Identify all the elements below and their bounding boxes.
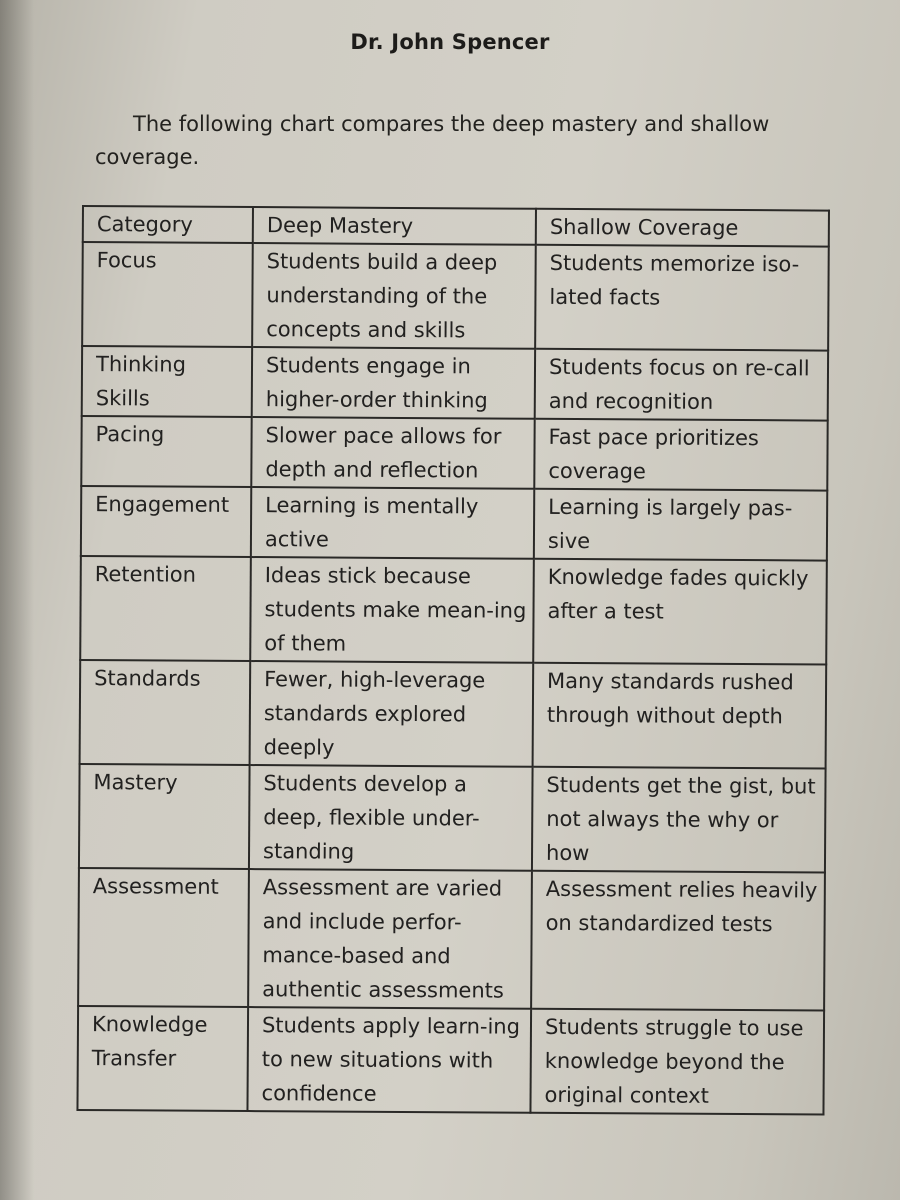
intro-paragraph: The following chart compares the deep mastery and shallow coverage. [95, 112, 770, 169]
deep-mastery-cell: Students build a deep understanding of the concepts and skills [252, 243, 536, 349]
shallow-coverage-cell: Learning is largely pas-sive [534, 489, 827, 561]
category-cell: Standards [80, 660, 251, 765]
comparison-table [76, 205, 830, 1116]
category-cell: Thinking Skills [82, 346, 252, 417]
page-gutter-shadow [0, 0, 34, 1200]
comparison-table-wrapper [76, 205, 828, 1116]
table-row [82, 346, 828, 421]
category-cell: Engagement [81, 486, 251, 557]
category-cell: Knowledge Transfer [77, 1006, 248, 1111]
column-header-category: Category [83, 206, 253, 243]
table-row [79, 764, 826, 873]
category-cell: Assessment [78, 868, 249, 1007]
shallow-coverage-cell: Assessment relies heavily on standardized tests [531, 871, 825, 1011]
category-cell: Focus [82, 242, 253, 347]
deep-mastery-cell: Ideas stick because students make mean-ing of them [250, 557, 534, 663]
deep-mastery-cell: Students develop a deep, flexible under-standing [249, 765, 533, 871]
column-header-shallow-coverage: Shallow Coverage [536, 209, 829, 247]
deep-mastery-cell: Assessment are varied and include perfor-mance-based and authentic assessments [248, 869, 532, 1009]
category-cell: Pacing [81, 416, 251, 487]
deep-mastery-cell: Students engage in higher-order thinking [252, 347, 535, 419]
shallow-coverage-cell: Students get the gist, but not always the why or how [532, 767, 826, 873]
shallow-coverage-cell: Many standards rushed through without depth [533, 663, 827, 769]
shallow-coverage-cell: Students focus on re-call and recognition [535, 349, 828, 421]
table-row [77, 1006, 824, 1115]
category-cell: Mastery [79, 764, 250, 869]
deep-mastery-cell: Fewer, high-leverage standards explored deeply [250, 661, 534, 767]
table-row [80, 660, 827, 769]
table-row [81, 416, 827, 491]
category-cell: Retention [80, 556, 251, 661]
deep-mastery-cell: Students apply learn-ing to new situations with confidence [247, 1007, 531, 1113]
table-row [80, 556, 827, 665]
deep-mastery-cell: Learning is mentally active [251, 487, 534, 559]
table-header-row [83, 206, 829, 247]
table-row [81, 486, 827, 561]
shallow-coverage-cell: Knowledge fades quickly after a test [533, 559, 827, 665]
shallow-coverage-cell: Students memorize iso-lated facts [535, 245, 829, 351]
shallow-coverage-cell: Students struggle to use knowledge beyond the original context [530, 1009, 824, 1115]
deep-mastery-cell: Slower pace allows for depth and reflection [251, 417, 534, 489]
table-row [78, 868, 825, 1011]
shallow-coverage-cell: Fast pace prioritizes coverage [534, 419, 827, 491]
column-header-deep-mastery: Deep Mastery [253, 207, 536, 245]
running-header: Dr. John Spencer [350, 30, 550, 54]
table-row [82, 242, 829, 351]
